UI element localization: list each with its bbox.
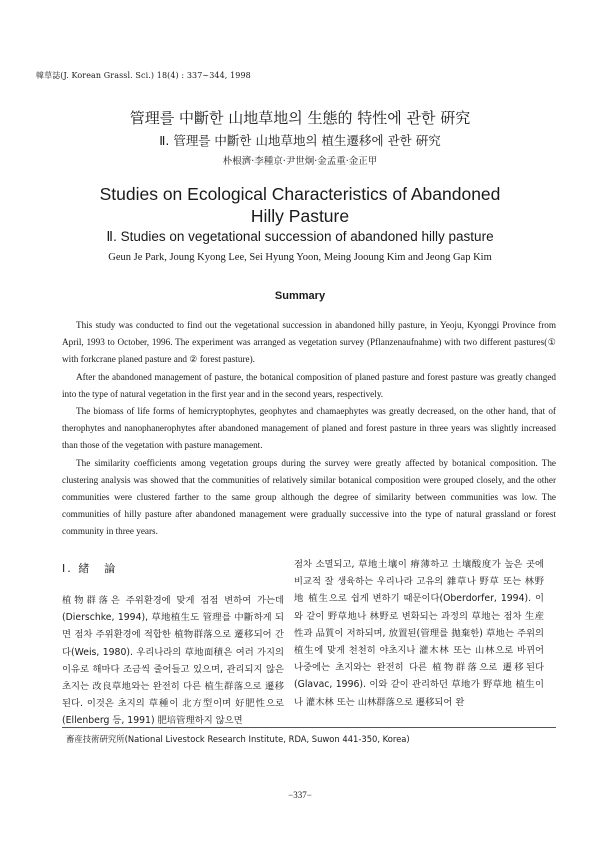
summary-paragraph: After the abandoned management of pasture, the botanical composition of planed pasture and forest pasture was greatly changed into the type of natural vegetation in the first year and in the second years, respectively. [62, 371, 556, 399]
page-number: −337− [288, 790, 312, 800]
left-column-text: 植物群落은 주위환경에 맞게 점점 변하여 가는데 (Dierschke, 1994), 草地植生도 管理를 中斷하게 되면 점차 주위환경에 적합한 植物群落으로 遷移되어 간다(Weis, 1980). 우리나라의 草地面積은 여러 가지의 이유로 해마다 조금씩 줄어들고 있으며, 관리되지 않은 초지는 改良草地와는 완전히 다른 植生群落으로 遷移된다. 이것은 초지의 草種이 北方型이며 好肥性으로(Ellenberg 등, 1991) 肥培管理하지 않으면 [62, 595, 284, 727]
left-column [62, 592, 284, 730]
journal-citation: 韓草誌(J. Korean Grassl. Sci.) 18(4) : 337∼344, 1998 [36, 71, 251, 80]
right-column [294, 556, 544, 711]
english-authors: Geun Je Park, Joung Kyong Lee, Sei Hyung Yoon, Meing Jooung Kim and Jeong Gap Kim [108, 252, 492, 263]
footnote-divider [62, 727, 556, 728]
korean-subtitle: Ⅱ. 管理를 中斷한 山地草地의 植生遷移에 관한 硏究 [159, 133, 441, 148]
korean-authors: 朴根濟·李種京·尹世炯·金孟重·金正甲 [222, 156, 378, 167]
summary-heading: Summary [274, 290, 326, 302]
section-heading-introduction: Ⅰ. 緒 論 [62, 562, 118, 575]
right-column-text: 점차 소멸되고, 草地土壤이 瘠薄하고 土壤酸度가 높은 곳에 비교적 잘 생육하는 우리나라 고유의 雜草나 野草 또는 林野地 植生으로 쉽게 변하기 때문이다(Oberdorfer, 1994). 이와 같이 野草地나 林野로 변화되는 과정의 草地는 점차 生産性과 品質이 저하되며, 放置된(管理를 抛棄한) 草地는 주위의 植生에 맞게 천천히 야초지나 灌木林 또는 山林으로 바뀌어 나중에는 초지와는 완전히 다른 植物群落으로 遷移된다(Glavac, 1996). 이와 같이 관리하던 草地가 野草地 植生이나 灌木林 또는 山林群落으로 遷移되어 완 [294, 559, 544, 708]
english-subtitle: Ⅱ. Studies on vegetational succession of abandoned hilly pasture [106, 229, 494, 244]
affiliation-footnote: 畜産技術硏究所(National Livestock Research Institute, RDA, Suwon 441-350, Korea) [66, 734, 410, 744]
summary-paragraph: This study was conducted to find out the vegetational succession in abandoned hilly pasture, in Yeoju, Kyonggi Province from April, 1993 to October, 1996. The experiment was arranged as vegetation survey (Pflanzenaufnahme) with two different pastures(① with forkcrane planed pasture and ② forest pasture). [62, 320, 556, 365]
korean-title: 管理를 中斷한 山地草地의 生態的 特性에 관한 硏究 [129, 109, 471, 127]
english-title [0, 183, 600, 227]
summary-body [62, 317, 556, 541]
summary-paragraph: The similarity coefficients among vegetation groups during the survey were greatly affected by botanical composition. The clustering analysis was showed that the communities of relatively similar botanical composition were grouped closely, and the other communities were clustered farther to the same group although the degree of similarity between communities was low. The communities of hilly pasture after abandoned management were gradually successive into the type of natural grassland or forest community in three years. [62, 457, 556, 537]
english-title-line2: Hilly Pasture [250, 206, 350, 226]
english-title-line1: Studies on Ecological Characteristics of Abandoned [99, 184, 501, 204]
summary-paragraph: The biomass of life forms of hemicryptophytes, geophytes and chamaephytes was greatly decreased, on the other hand, that of therophytes and nanophanerophytes after abandoned management of planed and forest pasture in three years was slightly increased than those of the vegetation with pasture management. [62, 406, 556, 451]
